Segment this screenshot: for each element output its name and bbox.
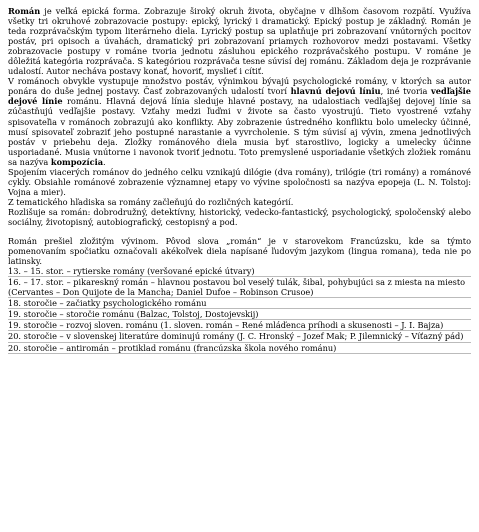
text-run: V románoch obvykle vystupuje množstvo postáv, výnimkou bývajú psychologické romány, v ktorých sa autor ponára do duše jednej postavy. Časť zobrazovaných udalostí tvorí [8, 76, 471, 97]
paragraph-dilogie-trilogie [8, 167, 471, 197]
text-run: románu. Hlavná dejová línia sleduje hlavné postavy, na udalostiach vedľajšej dejovej línie sa zúčastňujú vedľajšie postavy. Vzťahy medzi ľuďmi v živote sa často vyostrujú. Tieto vyostrené vzťahy spisovateľia v románoch zobrazujú ako konflikty. Aby zobrazenie ústredného konfliktu bolo umelecky účinné, musí spisovateľ zobraziť jeho postupné narastanie a vyvrcholenie. S tým súvisí aj vývin, zmena jednotlivých postáv v priebehu deja. Zložky románového diela musia byť starostlivo, logicky a umelecky účinne usporiadané. Musia vnútorne i navonok tvoriť jednotu. Toto premyslené usporiadanie všetkých zložiek románu sa nazýva [8, 96, 471, 167]
timeline-item: 19. storočie – rozvoj sloven. románu (1. sloven. román – René mláďenca príhodi a skusenosti – J. I. Bajza) [8, 320, 471, 331]
text-run: Spojením viacerých románov do jedného celku vznikajú dilógie (dva romány), trilógie (tri romány) a románové cykly. Obsiahle románové zobrazenie významnej etapy vo vývine spoločnosti sa nazýva epopeja (L. N. Tolstoj: Vojna a mier). [8, 166, 471, 197]
paragraph-postavy-kompozicia [8, 76, 471, 166]
bold-term: kompozícia [50, 156, 104, 167]
timeline-item: 19. storočie – storočie románu (Balzac, Tolstoj, Dostojevskij) [8, 309, 471, 320]
definition-section [8, 6, 471, 227]
text-run: je veľká epická forma. Zobrazuje široký okruh života, obyčajne v dlhšom časovom rozpätí. Využíva všetky tri okruhové zobrazovacie postupy: epický, lyrický i dramatický. Epický postup je základný. Román je teda rozprávačským typom literárneho diela. Lyrický postup sa uplatňuje pri zobrazovaní vnútorných pocitov postáv, pri opisoch a úvahách, dramatický pri zobrazovaní priamych rozhovorov medzi postavami. Všetky zobrazovacie postupy v románe tvoria jednotu zásluhou epického rozprávačského postupu. V románe je dôležitá kategória rozprávača. S kategóriou rozprávača tesne súvisí dej románu. Základom deja je rozprávanie udalostí. Autor necháva postavy konať, hovoriť, myslieť i cítiť. [8, 6, 471, 77]
timeline-item: 16. – 17. stor. – pikareskný román – hlavnou postavou bol veselý tulák, šibal, pohybujúci sa z miesta na miesto (Cervantes – Don Quijote de la Mancha; Daniel Dufoe – Robinson Crusoe) [8, 277, 471, 298]
text-run: Rozlišuje sa román: dobrodružný, detektívny, historický, vedecko-fantastický, psychologický, spoločenský alebo sociálny, životopisný, autobiografický, cestopisný a pod. [8, 206, 471, 227]
text-run: . [103, 156, 106, 167]
bold-term: hlavnú dejovú líniu [290, 86, 381, 97]
timeline-item: 20. storočie – antiromán – protiklad románu (francúzska škola nového románu) [8, 343, 471, 354]
text-run: Z tematického hľadiska sa romány začleňujú do rozličných kategórií. [8, 196, 294, 207]
timeline-item: 13. – 15. stor. – rytierske romány (veršované epické útvary) [8, 266, 471, 277]
timeline-list [8, 266, 471, 353]
paragraph-roman-definition [8, 6, 471, 76]
paragraph-tematicke-kategorie [8, 197, 471, 207]
bold-term: vedľajšie dejové línie [8, 86, 471, 107]
paragraph-vyvin-romanu: Román prešiel zložitým vývinom. Pôvod slova „román“ je v starovekom Francúzsku, kde sa týmto pomenovaním spočiatku označovali akékoľvek diela napísané ľudovým jazykom (lingua romana), teda nie po latinsky. [8, 236, 471, 267]
paragraph-druhy-romanu [8, 207, 471, 227]
timeline-item: 18. storočie – začiatky psychologického románu [8, 298, 471, 309]
text-run: , iné tvoria [380, 86, 431, 97]
bold-term: Román [8, 6, 41, 16]
timeline-item: 20. storočie – v slovenskej literatúre dominujú romány (J. C. Hronský – Jozef Mak; P. Jilemnický – Víťazný pád) [8, 331, 471, 342]
